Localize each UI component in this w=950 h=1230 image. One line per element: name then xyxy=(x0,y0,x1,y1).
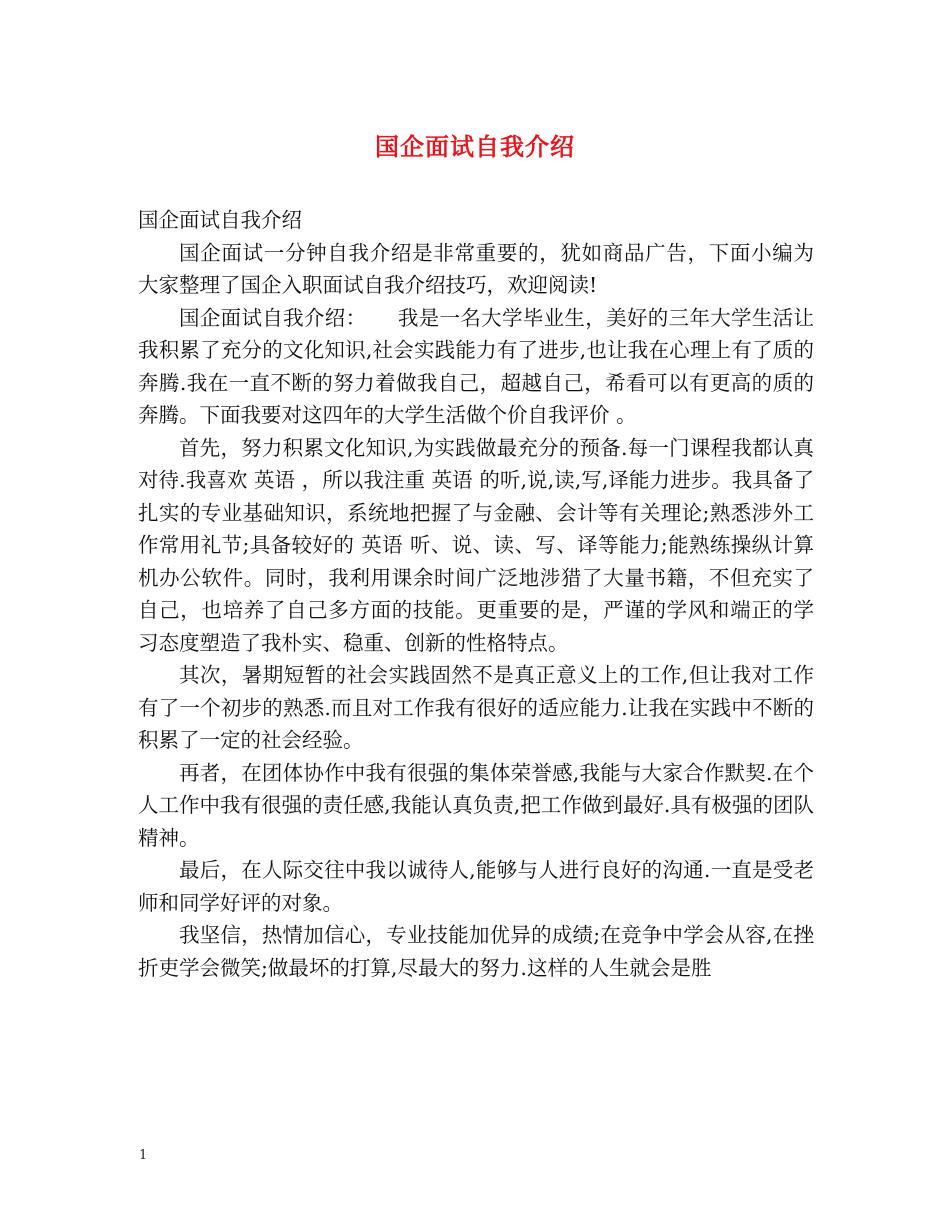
paragraph: 最后，在人际交往中我以诚待人,能够与人进行良好的沟通.一直是受老师和同学好评的对象。 xyxy=(138,858,814,915)
paragraph: 再者，在团体协作中我有很强的集体荣誉感,我能与大家合作默契.在个人工作中我有很强的责任感,我能认真负责,把工作做到最好.具有极强的团队精神。 xyxy=(138,760,814,850)
page-number: 1 xyxy=(139,1148,148,1163)
paragraph: 国企面试自我介绍： 我是一名大学毕业生，美好的三年大学生活让我积累了充分的文化知识,社会实践能力有了进步,也让我在心理上有了质的奔腾.我在一直不断的努力着做我自己，超越自己，希看可以有更高的质的奔腾。下面我要对这四年的大学生活做个价自我评价 。 xyxy=(138,305,814,427)
paragraph: 国企面试一分钟自我介绍是非常重要的，犹如商品广告，下面小编为大家整理了国企入职面试自我介绍技巧，欢迎阅读! xyxy=(138,240,814,297)
paragraph: 我坚信，热情加信心，专业技能加优异的成绩;在竞争中学会从容,在挫折吏学会微笑;做最坏的打算,尽最大的努力.这样的人生就会是胜 xyxy=(138,923,814,980)
paragraph: 其次，暑期短暂的社会实践固然不是真正意义上的工作,但让我对工作有了一个初步的熟悉.而且对工作我有很好的适应能力.让我在实践中不断的积累了一定的社会经验。 xyxy=(138,663,814,752)
paragraph: 首先，努力积累文化知识,为实践做最充分的预备.每一门课程我都认真对待.我喜欢 英语 ，所以我注重 英语 的听,说,读,写,译能力进步。我具备了扎实的专业基础知识，系统地把握了与金融、会计等有关理论;熟悉涉外工作常用礼节;具备较好的 英语 听、说、读、写、译等能力;能熟练操纵计算机办公软件。同时，我利用课余时间广泛地涉猎了大量书籍，不但充实了自己，也培养了自己多方面的技能。更重要的是，严谨的学风和端正的学习态度塑造了我朴实、稳重、创新的性格特点。 xyxy=(138,435,814,655)
document-body xyxy=(138,204,814,984)
document-title: 国企面试自我介绍 xyxy=(375,132,575,161)
heading-line: 国企面试自我介绍 xyxy=(138,208,302,232)
